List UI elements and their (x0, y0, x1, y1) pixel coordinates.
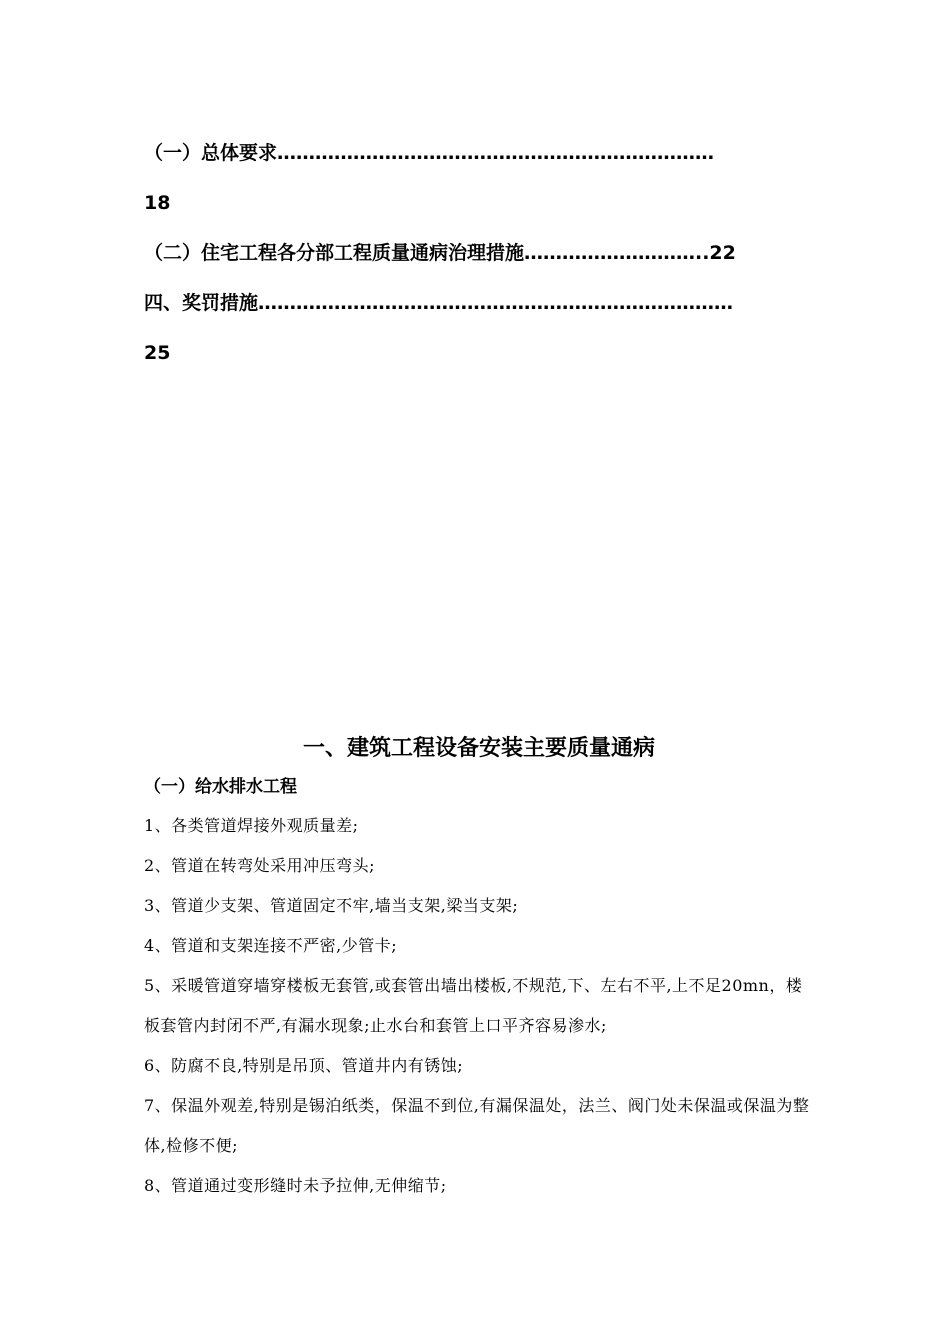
section-title: 一、建筑工程设备安装主要质量通病 (302, 736, 655, 761)
list-item: 1、各类管道焊接外观质量差; (144, 816, 359, 835)
list-item: 7、保温外观差,特别是锡泊纸类，保温不到位,有漏保温处，法兰、阀门处未保温或保温为整体,检修不便; (144, 1096, 810, 1155)
list-item: 4、管道和支架连接不严密,少管卡; (144, 936, 398, 955)
list-item: 2、管道在转弯处采用冲压弯头; (144, 856, 376, 875)
table-of-contents (144, 130, 814, 380)
toc-entry-residential-measures[interactable]: （二）住宅工程各分部工程质量通病治理措施………………………..22 (144, 242, 736, 264)
toc-entry-general-requirements[interactable]: （一）总体要求…………………………………………………………… (144, 142, 715, 164)
subsection-title: （一）给水排水工程 (144, 777, 297, 797)
toc-entry-rewards-penalties[interactable]: 四、奖罚措施………………………………………………………………… (144, 292, 734, 314)
list-item: 3、管道少支架、管道固定不牢,墙当支架,梁当支架; (144, 896, 519, 915)
list-item: 5、采暖管道穿墙穿楼板无套管,或套管出墙出楼板,不规范,下、左右不平,上不足20mn，楼板套管内封闭不严,有漏水现象;止水台和套管上口平齐容易渗水; (144, 976, 803, 1035)
toc-page-number: 25 (144, 342, 171, 364)
toc-page-number: 18 (144, 192, 171, 214)
list-item: 8、管道通过变形缝时未予拉伸,无伸缩节; (144, 1176, 447, 1195)
document-section (144, 722, 814, 1206)
list-item: 6、防腐不良,特别是吊顶、管道井内有锈蚀; (144, 1056, 464, 1075)
